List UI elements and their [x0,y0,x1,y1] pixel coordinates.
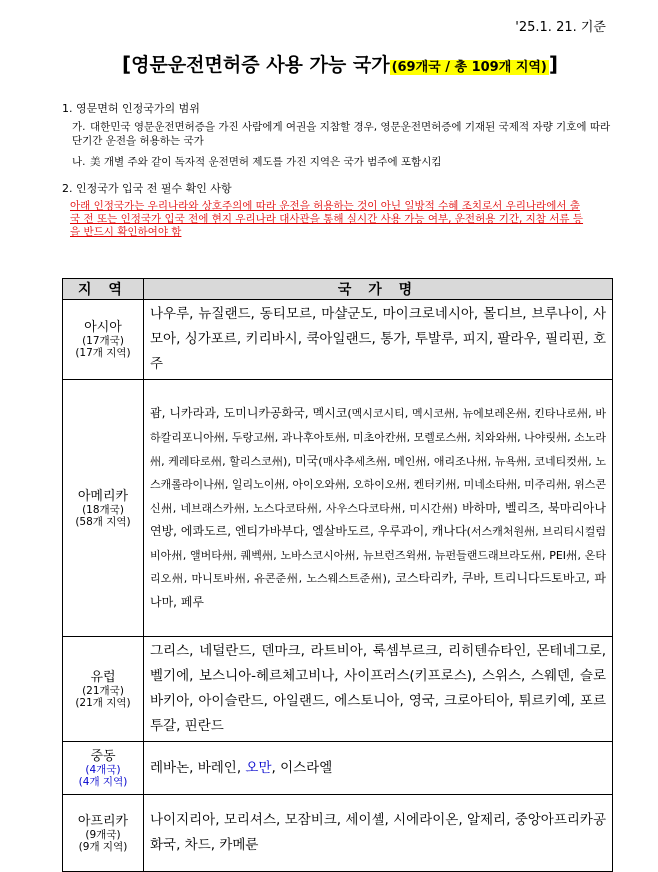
item-b-text: 美 개별 주와 같이 독자적 운전면허 제도를 가진 지역은 국가 범주에 포함시킴 [90,156,442,168]
section-1-heading: 1. 영문면허 인정국가의 범위 [62,102,200,115]
region-name: 중동 [90,748,116,764]
region-area-count: (17개 지역) [75,347,131,359]
section-2-heading: 2. 인정국가 입국 전 필수 확인 사항 [62,182,232,195]
table-row-americas [63,380,613,637]
region-country-count: (21개국) [82,684,124,697]
region-country-count: (4개국) [85,763,121,776]
table-row-europe [63,637,613,742]
oman-highlight: 오만 [245,759,272,776]
section-1-item-b [72,155,622,169]
item-b-label: 나. [72,156,86,168]
region-cell [63,637,144,742]
title-summary-highlight: (69개국 / 총 109개 지역) [391,60,547,75]
region-area-count: (58개 지역) [75,515,131,528]
country-table [62,278,613,872]
region-name: 아프리카 [77,813,129,829]
region-cell [63,300,144,380]
mexico-states: (멕시코시티, 멕시코州, 뉴에보레온州, 킨타나로州, 바하칼리포니아州, 두랑고州, 과나후아토州, 미초아칸州, 모렐로스州, 치와와州, 나야릿州, 소노라州, 케레타로州, 할리스코州) [150,407,606,468]
title-main: 영문운전면허증 사용 가능 국가 [131,54,390,76]
region-name: 아시아 [84,320,122,335]
countries-cell [144,380,613,637]
region-country-count: (17개국) [82,335,124,347]
region-name: 유럽 [90,669,116,685]
canada-provinces: (서스캐처원州, 브리티시컬럼비아州, 앨버타州, 퀘벡州, 노바스코시아州, 뉴브런즈윅州, 뉴펀들랜드래브라도州, PEI州, 온타리오州, 마니토바州, 유콘준州, 노스웨스트준州) [150,525,607,586]
table-header-row [63,279,613,300]
region-name: 아메리카 [77,488,129,504]
countries-part-e: 바하마, 벨리즈, 북마리아나연방, 에콰도르, 엔티가바부다, 엘살바도르, 우루과이, 캐나다 [150,500,606,539]
region-cell [63,795,144,872]
region-area-count: (9개 지역) [78,840,128,853]
header-countries: 국 가 명 [144,279,613,300]
title-close-bracket: ] [548,52,559,76]
region-country-count: (18개국) [82,503,124,516]
item-a-label: 가. [72,121,86,133]
table-row-asia [63,300,613,380]
page-title [80,50,600,77]
reference-date: '25.1. 21. 기준 [515,20,606,35]
countries-cell: 그리스, 네덜란드, 덴마크, 라트비아, 룩셈부르크, 리히텐슈타인, 몬테네그로, 벨기에, 보스니아-헤르체고비나, 사이프러스(키프로스), 스위스, 스웨덴, 슬로바키아, 아이슬란드, 아일랜드, 에스토니아, 영국, 크로아티아, 튀르키예, 포르투갈, 핀란드 [144,637,613,742]
countries-part-a: 괌, 니카라과, 도미니카공화국, 멕시코 [150,406,348,421]
countries-cell: 나우루, 뉴질랜드, 동티모르, 마샬군도, 마이크로네시아, 몰디브, 브루나이, 사모아, 싱가포르, 키리바시, 쿡아일랜드, 통가, 투발루, 피지, 팔라우, 필리핀, 호주 [144,300,613,380]
countries-part-g: , 코스타리카, 쿠바, 트리니다드토바고, 파나마, 페루 [150,571,606,610]
usa-states: (매사추세츠州, 메인州, 애리조나州, 뉴욕州, 코네티컷州, 노스캐롤라이나州, 일리노이州, 아이오와州, 오하이오州, 켄터키州, 미네소타州, 미주리州, 위스콘신州, 네브래스카州, 노스다코타州, 사우스다코타州, 미시간州) [150,454,606,515]
region-area-count: (4개 지역) [78,775,128,788]
countries-part-c: , 이스라엘 [271,759,333,776]
item-a-text: 대한민국 영문운전면허증을 가진 사람에게 여권을 지참할 경우, 영문운전면허증에 기재된 국제적 자량 기호에 따라 단기간 운전을 허용하는 국가 [72,121,611,147]
table-row-middle-east [63,742,613,795]
region-cell [63,380,144,637]
notice-text: 아래 인정국가는 우리나라와 상호주의에 따라 운전을 허용하는 것이 아닌 일방적 수혜 조치로서 우리나라에서 출국 전 또는 인정국가 입국 전에 현지 우리나라 대사관을 통해 실시간 사용 가능 여부, 운전허용 기간, 지참 서류 등을 반드시 확인하여야 함 [70,200,584,238]
title-open-bracket: [ [121,52,132,76]
countries-part-a: 레바논, 바레인, [150,759,246,776]
countries-cell [144,742,613,795]
region-country-count: (9개국) [85,828,121,841]
table-row-africa [63,795,613,872]
section-1-item-a [72,120,622,148]
countries-cell: 나이지리아, 모리셔스, 모잠비크, 세이셸, 시에라이온, 알제리, 중앙아프리카공화국, 차드, 카메룬 [144,795,613,872]
region-area-count: (21개 지역) [75,696,131,709]
header-region: 지 역 [63,279,144,300]
countries-part-c: , 미국 [287,453,319,468]
region-cell [63,742,144,795]
